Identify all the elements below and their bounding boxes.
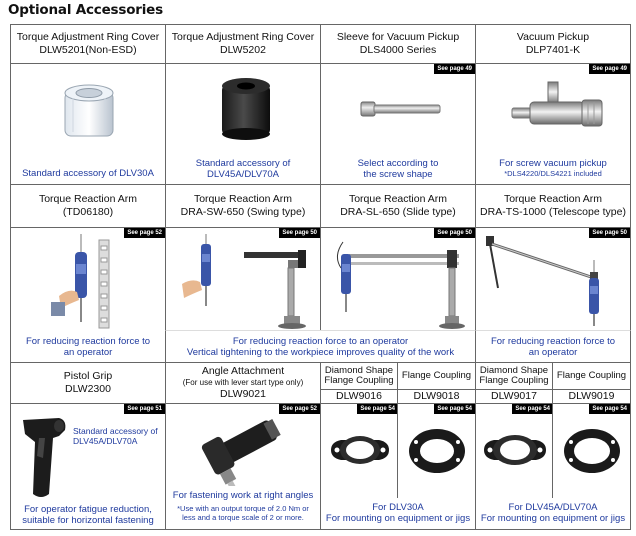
caption-coupling-45a <box>475 498 631 530</box>
header-sleeve-vacuum-pickup <box>320 24 476 64</box>
ring-cover-black-image <box>220 76 272 142</box>
header-model: DRA-SW-650 (Swing type) <box>180 206 306 218</box>
caption-vacuum-pickup <box>476 158 630 178</box>
caption-note: *DLS4220/DLS4221 included <box>504 169 602 178</box>
caption-line: the screw shape <box>363 169 433 180</box>
caption-line: DLV45A/DLV70A <box>73 436 138 446</box>
model-dlw9017: DLW9017 <box>475 389 553 404</box>
header-line: Pistol Grip <box>63 370 113 382</box>
caption-block <box>476 502 630 524</box>
see-page-badge: See page 54 <box>512 404 553 414</box>
caption-block <box>476 336 630 358</box>
see-page-badge: See page 49 <box>434 64 475 74</box>
header-flange-coupling-45a <box>552 362 631 390</box>
header-ring-cover-dlw5201 <box>10 24 166 64</box>
pistol-grip-panel <box>10 403 166 530</box>
reaction-arm-td06180-panel <box>10 227 166 363</box>
reaction-arm-swing-image <box>180 234 310 330</box>
header-reaction-arm-td06180 <box>10 184 166 228</box>
caption-line: For operator fatigue reduction, <box>24 504 152 515</box>
caption-line: Select according to <box>357 158 439 169</box>
header-model: DLW2300 <box>65 383 111 395</box>
header-line: Diamond Shape <box>479 364 549 376</box>
caption-line: Standard accessory of <box>195 158 291 169</box>
header-vacuum-pickup <box>475 24 631 64</box>
caption-line: an operator <box>528 347 578 358</box>
sleeve-vacuum-pickup-panel <box>320 63 476 185</box>
reaction-arm-telescope-panel <box>475 227 631 331</box>
header-model: DLW9021 <box>220 388 266 400</box>
note-angle-attachment <box>166 504 320 522</box>
header-reaction-arm-telescope <box>475 184 631 228</box>
see-page-badge: See page 50 <box>589 228 630 238</box>
caption-line: an operator <box>63 347 113 358</box>
header-model: DLW5202 <box>220 44 266 56</box>
header-pistol-grip <box>10 362 166 404</box>
vacuum-pickup-image <box>504 80 608 140</box>
caption-reaction-arm-td06180 <box>11 336 165 358</box>
diamond-coupling-image <box>329 426 391 476</box>
reaction-arm-slide-image <box>329 236 469 330</box>
header-model: DLP7401-K <box>525 44 581 56</box>
model-dlw9018: DLW9018 <box>397 389 476 404</box>
angle-attachment-image <box>194 416 294 486</box>
header-line: Diamond Shape <box>324 364 394 376</box>
header-line: Angle Attachment <box>201 365 285 377</box>
header-line: Flange Coupling <box>556 369 627 381</box>
caption-line: *Use with an output torque of 2.0 Nm or <box>177 504 309 513</box>
see-page-badge: See page 49 <box>589 64 630 74</box>
caption-line: For mounting on equipment or jigs <box>480 513 626 524</box>
angle-attachment-panel <box>165 403 321 530</box>
caption-line: suitable for horizontal fastening <box>22 515 154 526</box>
caption-line: For DLV45A/DLV70A <box>508 502 598 513</box>
see-page-badge: See page 52 <box>279 404 320 414</box>
diamond-coupling-image <box>482 426 548 476</box>
ring-cover-dlw5202-panel <box>165 63 321 185</box>
caption-line: DLV45A/DLV70A <box>207 169 279 180</box>
header-flange-coupling-30a <box>397 362 476 390</box>
caption-line: less and a torque scale of 2 or more. <box>182 513 304 522</box>
see-page-badge: See page 51 <box>124 404 165 414</box>
header-note: (For use with lever start type only) <box>182 378 304 387</box>
caption-angle-attachment: For fastening work at right angles <box>172 490 314 501</box>
sleeve-image <box>359 98 443 120</box>
caption-reaction-arm-swing-slide <box>165 330 476 363</box>
header-line: Flange Coupling <box>479 375 549 386</box>
header-line: Torque Reaction Arm <box>193 193 293 205</box>
header-line: Torque Reaction Arm <box>503 193 603 205</box>
caption-sleeve <box>321 158 475 180</box>
header-line: Vacuum Pickup <box>516 31 590 43</box>
model-dlw9016: DLW9016 <box>320 389 398 404</box>
ring-cover-clear-image <box>59 82 119 144</box>
header-line: Torque Adjustment Ring Cover <box>16 31 160 43</box>
model-dlw9019: DLW9019 <box>552 389 631 404</box>
caption-ring-cover-dlw5201: Standard accessory of DLV30A <box>22 168 154 179</box>
reaction-arm-telescope-image <box>484 232 624 330</box>
see-page-badge: See page 54 <box>589 404 630 414</box>
header-diamond-coupling-45a <box>475 362 553 390</box>
flange-coupling-30a-panel <box>397 403 476 499</box>
caption-pistol-grip-side <box>73 426 165 446</box>
header-line: Torque Reaction Arm <box>348 193 448 205</box>
reaction-arm-swing-panel <box>165 227 321 331</box>
header-ring-cover-dlw5202 <box>165 24 321 64</box>
caption-line: For reducing reaction force to an operator <box>232 336 409 347</box>
see-page-badge: See page 50 <box>279 228 320 238</box>
diamond-coupling-45a-panel <box>475 403 553 499</box>
caption-block <box>166 336 475 358</box>
caption-line: For DLV30A <box>372 502 424 513</box>
header-model: (TD06180) <box>62 206 114 218</box>
reaction-arm-td06180-image <box>51 234 131 330</box>
header-model: DRA-TS-1000 (Telescope type) <box>480 206 626 218</box>
header-model: DRA-SL-650 (Slide type) <box>340 206 456 218</box>
ring-cover-dlw5201-panel <box>10 63 166 185</box>
vacuum-pickup-panel <box>475 63 631 185</box>
pistol-grip-image <box>19 414 73 500</box>
caption-line: Vertical tightening to the workpiece improves quality of the work <box>186 347 455 358</box>
caption-coupling-30a <box>320 498 476 530</box>
caption-reaction-arm-telescope <box>475 330 631 363</box>
flange-coupling-45a-panel <box>552 403 631 499</box>
header-reaction-arm-swing <box>165 184 321 228</box>
header-line: Flange Coupling <box>324 375 394 386</box>
header-diamond-coupling-30a <box>320 362 398 390</box>
page-title: Optional Accessories <box>8 2 163 18</box>
caption-pistol-grip <box>11 504 165 526</box>
header-model: DLW5201(Non-ESD) <box>39 44 137 56</box>
header-model: DLS4000 Series <box>359 44 437 56</box>
see-page-badge: See page 54 <box>357 404 398 414</box>
caption-ring-cover-dlw5202 <box>166 158 320 180</box>
caption-line: Standard accessory of <box>73 426 158 436</box>
caption-block <box>321 502 475 524</box>
header-line: Flange Coupling <box>401 369 472 381</box>
header-reaction-arm-slide <box>320 184 476 228</box>
caption-line: For reducing reaction force to <box>490 336 616 347</box>
see-page-badge: See page 52 <box>124 228 165 238</box>
diamond-coupling-30a-panel <box>320 403 398 499</box>
header-line: Torque Adjustment Ring Cover <box>171 31 315 43</box>
header-line: Sleeve for Vacuum Pickup <box>336 31 460 43</box>
caption-line: For screw vacuum pickup <box>499 158 607 169</box>
header-line: Torque Reaction Arm <box>38 193 138 205</box>
reaction-arm-slide-panel <box>320 227 476 331</box>
flange-coupling-image <box>406 420 468 482</box>
flange-coupling-image <box>561 420 623 482</box>
header-angle-attachment <box>165 362 321 404</box>
see-page-badge: See page 50 <box>434 228 475 238</box>
caption-line: For reducing reaction force to <box>25 336 151 347</box>
caption-line: For mounting on equipment or jigs <box>325 513 471 524</box>
see-page-badge: See page 54 <box>434 404 475 414</box>
